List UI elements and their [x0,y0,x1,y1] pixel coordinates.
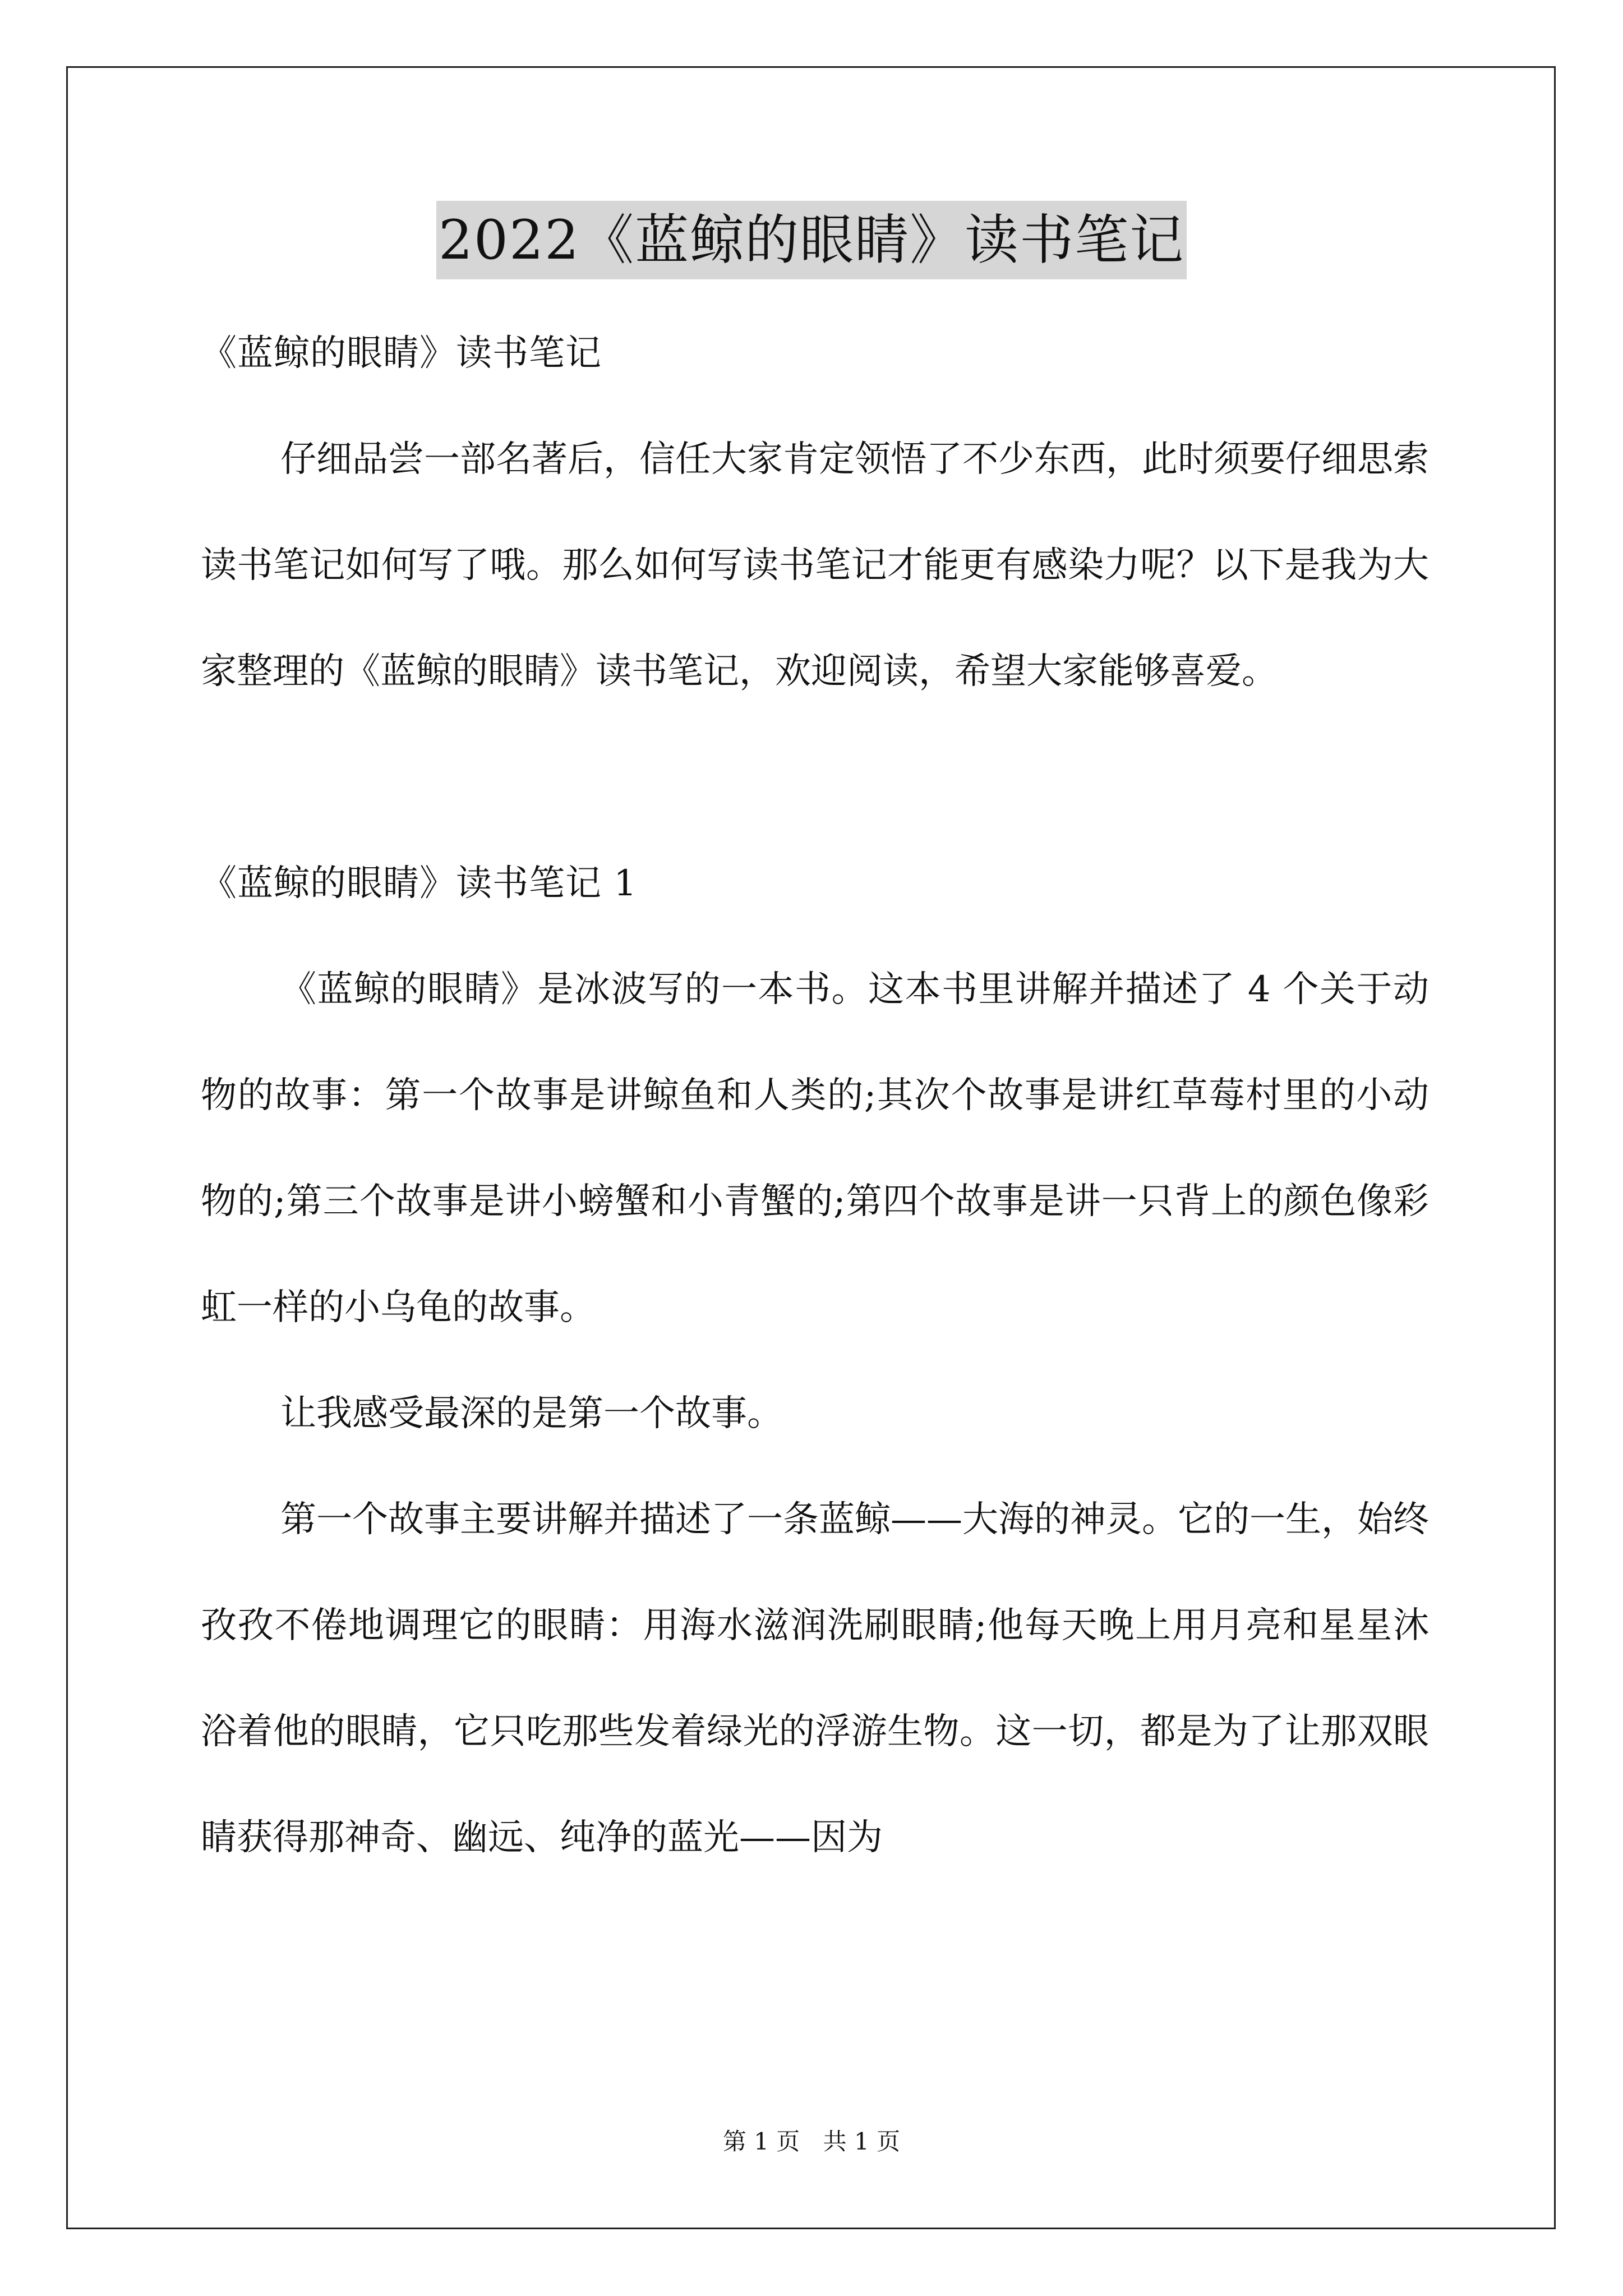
page-number: 第 1 页 [722,2128,800,2155]
body-paragraph: 让我感受最深的是第一个故事。 [280,1393,783,1434]
section-heading: 《蓝鲸的眼睛》读书笔记 [201,333,602,374]
intro-paragraph: 仔细品尝一部名著后，信任大家肯定领悟了不少东西，此时须要仔细思索读书笔记如何写了哦。那么如何写读书笔记才能更有感染力呢？以下是我为大家整理的《蓝鲸的眼睛》读书笔记，欢迎阅读，希望大家能够喜爱。 [201,439,1429,692]
body-paragraph: 第一个故事主要讲解并描述了一条蓝鲸——大海的神灵。它的一生，始终孜孜不倦地调理它的眼睛：用海水滋润洗刷眼睛;他每天晚上用月亮和星星沐浴着他的眼睛，它只吃那些发着绿光的浮游生物。这一切，都是为了让那双眼睛获得那神奇、幽远、纯净的蓝光——因为 [201,1499,1429,1858]
section-heading-1: 《蓝鲸的眼睛》读书笔记 1 [201,863,638,904]
blank-line [201,725,1429,831]
document-title: 2022《蓝鲸的眼睛》读书笔记 [436,201,1187,279]
document-body [201,301,1429,1891]
title-container [0,201,1623,279]
page-footer [0,2125,1623,2159]
body-paragraph: 《蓝鲸的眼睛》是冰波写的一本书。这本书里讲解并描述了 4 个关于动物的故事：第一个故事是讲鲸鱼和人类的;其次个故事是讲红草莓村里的小动物的;第三个故事是讲小螃蟹和小青蟹的;第四个故事是讲一只背上的颜色像彩虹一样的小乌龟的故事。 [201,969,1429,1328]
page-total: 共 1 页 [823,2128,901,2155]
